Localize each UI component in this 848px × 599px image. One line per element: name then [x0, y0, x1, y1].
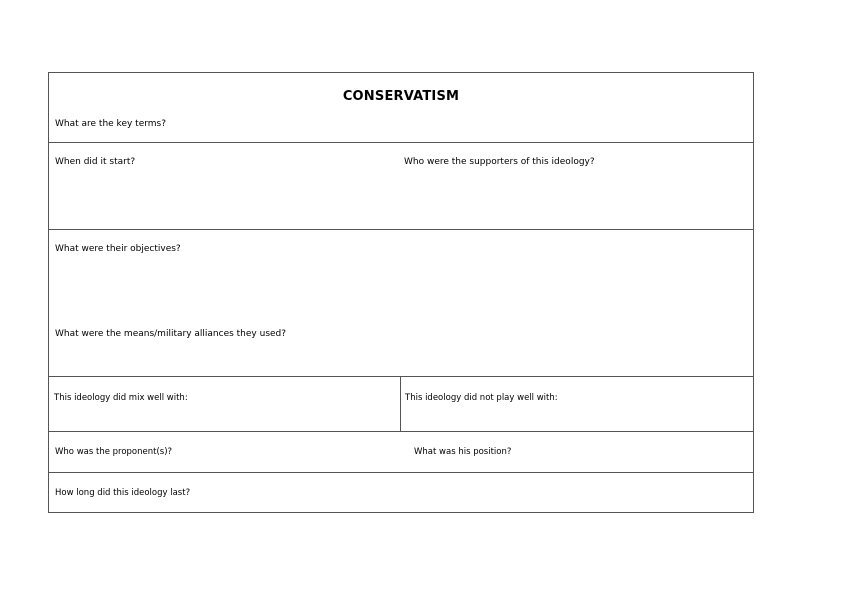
duration-row — [49, 473, 753, 512]
position-question: What was his position? — [414, 447, 512, 457]
title-row — [49, 73, 753, 143]
worksheet-title: CONSERVATISM — [342, 89, 460, 104]
compatibility-row — [49, 377, 753, 432]
key-terms-question: What are the key terms? — [55, 119, 167, 129]
supporters-question: Who were the supporters of this ideology? — [404, 157, 595, 167]
objectives-question: What were their objectives? — [55, 244, 181, 254]
mixed-well-question: This ideology did mix well with: — [54, 393, 188, 403]
when-start-question: When did it start? — [55, 157, 136, 167]
start-supporters-row — [49, 143, 753, 230]
proponents-question: Who was the proponent(s)? — [55, 447, 173, 457]
not-play-well-question: This ideology did not play well with: — [405, 393, 558, 403]
column-divider — [400, 377, 401, 431]
means-alliances-question: What were the means/military alliances they used? — [55, 329, 287, 339]
objectives-row — [49, 230, 753, 377]
duration-question: How long did this ideology last? — [55, 488, 191, 498]
proponents-row — [49, 432, 753, 473]
worksheet-table — [48, 72, 754, 513]
